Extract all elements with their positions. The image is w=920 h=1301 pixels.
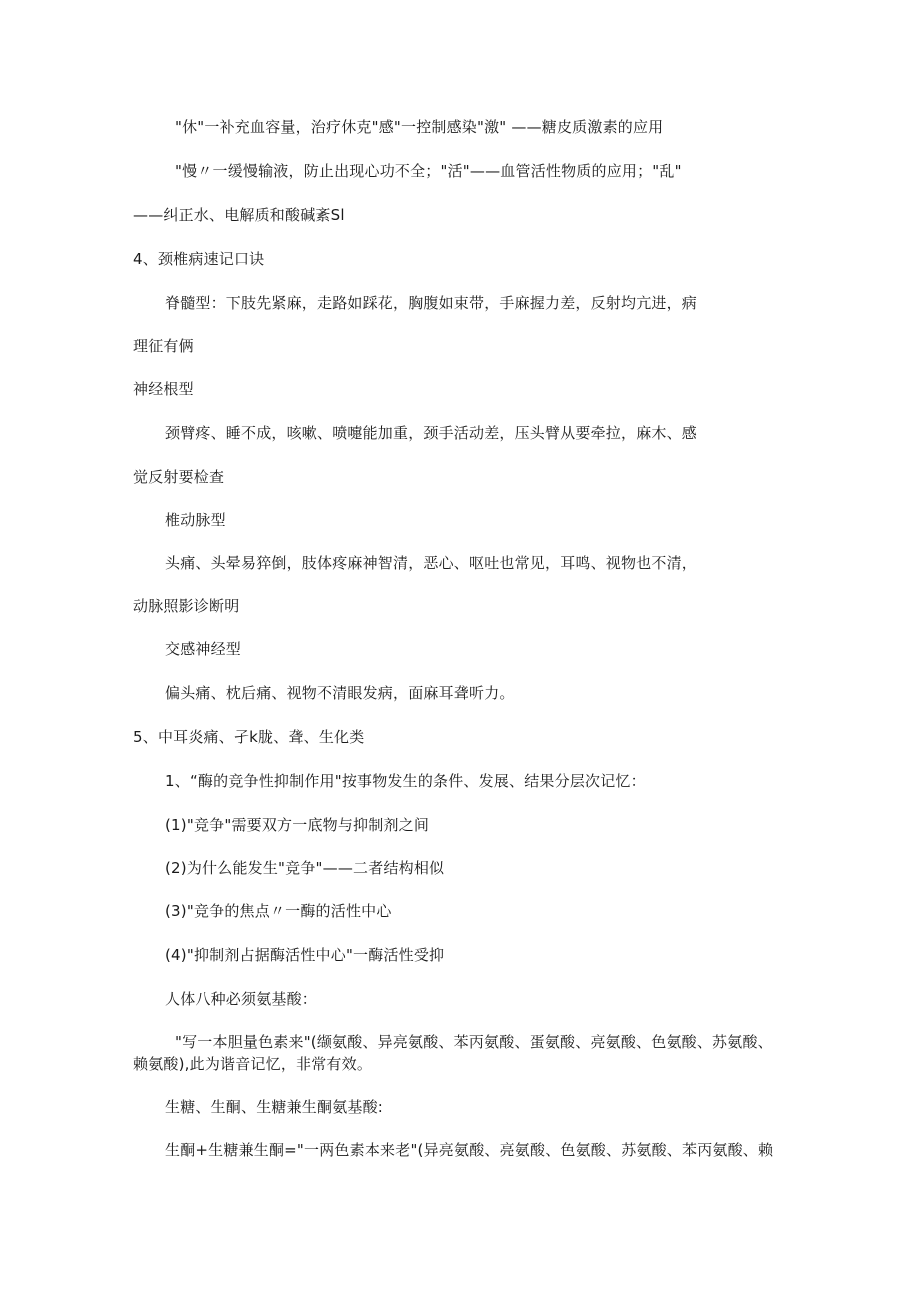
list-item: (2)为什么能发生"竞争"——二者结构相似	[165, 859, 445, 877]
subheading: 人体八种必须氨基酸：	[165, 990, 318, 1008]
text-line: "写一本胆量色素来"(缬氨酸、异亮氨酸、苯丙氨酸、蛋氨酸、亮氨酸、色氨酸、苏氨酸、	[175, 1033, 773, 1051]
subheading: 神经根型	[133, 380, 194, 398]
text-line: ——纠正水、电解质和酸碱紊Sl	[133, 206, 345, 224]
list-item: (1)"竞争"需要双方一底物与抑制剂之间	[165, 816, 430, 834]
text-line: "休"一补充血容量，治疗休克"感"一控制感染"激" ——糖皮质激素的应用	[175, 118, 664, 136]
list-item: (3)"竞争的焦点〃一酶的活性中心	[165, 902, 392, 920]
text-line: "慢〃一缓慢输液，防止出现心功不全；"活"——血管活性物质的应用；"乱"	[175, 162, 682, 180]
subheading: 生糖、生酮、生糖兼生酮氨基酸:	[165, 1098, 384, 1116]
text-line: 1、“酶的竞争性抑制作用"按事物发生的条件、发展、结果分层次记忆：	[165, 772, 646, 790]
text-line: 偏头痛、枕后痛、视物不清眼发病，面麻耳聋听力。	[165, 684, 515, 702]
text-line: 脊髓型：下肢先紧麻，走路如踩花，胸腹如束带，手麻握力差，反射均亢进，病	[165, 294, 698, 312]
text-line: 动脉照影诊断明	[133, 597, 240, 615]
text-line: 生酮+生糖兼生酮="一两色素本来老"(异亮氨酸、亮氨酸、色氨酸、苏氨酸、苯丙氨酸、赖	[165, 1141, 774, 1159]
text-line: 头痛、头晕易猝倒，肢体疼麻神智清，恶心、呕吐也常见，耳鸣、视物也不清，	[165, 554, 698, 572]
subheading: 椎动脉型	[165, 511, 226, 529]
text-line: 理征有俩	[133, 337, 194, 355]
section-heading: 5、中耳炎痛、孑k胧、聋、生化类	[133, 728, 365, 746]
section-heading: 4、颈椎病速记口诀	[133, 250, 265, 268]
subheading: 交感神经型	[165, 640, 242, 658]
list-item: (4)"抑制剂占据酶活性中心"一酶活性受抑	[165, 946, 445, 964]
text-line: 觉反射要检查	[133, 468, 225, 486]
text-line: 赖氨酸),此为谐音记忆，非常有效。	[133, 1055, 373, 1073]
text-line: 颈臂疼、睡不成，咳嗽、喷嚏能加重，颈手活动差，压头臂从要牵拉，麻木、感	[165, 424, 698, 442]
